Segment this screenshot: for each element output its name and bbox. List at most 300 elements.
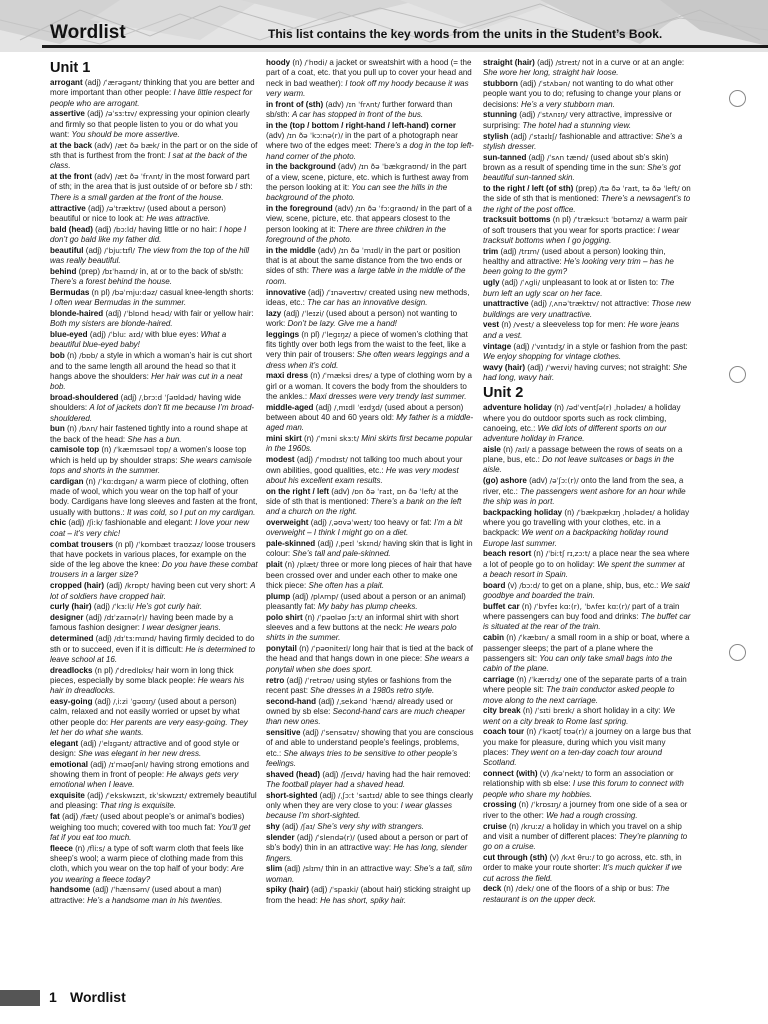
part-of-speech: (v)	[505, 580, 520, 590]
part-of-speech: (adj)	[83, 613, 105, 623]
wordlist-entry	[266, 434, 474, 455]
definition: (used about a person or an animal) pleasantly fat:	[266, 591, 466, 611]
definition: loose trousers that have pockets in various places, for example on the side of the leg above the knee:	[50, 539, 256, 570]
headword: camisole top	[50, 445, 100, 455]
example: I hope I don’t go bald like my father did.	[50, 224, 247, 244]
pronunciation: /krɒpt/	[124, 581, 149, 591]
pronunciation: /ˈslendə(r)/	[315, 832, 355, 842]
part-of-speech: (adj)	[508, 131, 530, 141]
pronunciation: /ˈkɜːli/	[112, 602, 134, 612]
pronunciation: /dɪˈtɜːmɪnd/	[113, 634, 157, 644]
pronunciation: /ədˈventʃə(r) ˌhɒlədeɪ/	[566, 403, 647, 413]
definition: not in a curve or at an angle:	[579, 58, 685, 67]
header-rule	[42, 45, 768, 48]
part-of-speech: (n)	[301, 434, 317, 444]
part-of-speech: (n)	[282, 560, 297, 570]
definition: with fair or yellow hair:	[171, 309, 254, 319]
pronunciation: /ˈbækpækɪŋ ˌhɒlədeɪ/	[576, 507, 655, 517]
headword: beach resort	[483, 549, 532, 559]
pronunciation: /ˌəʊvəˈweɪt/	[329, 518, 372, 528]
definition: at the side of sth that is mentioned:	[266, 486, 459, 506]
example: He’s a very stubborn man.	[521, 99, 615, 109]
part-of-speech: (n)	[506, 821, 522, 831]
headword: pale-skinned	[266, 539, 316, 549]
headword: vintage	[483, 341, 512, 351]
part-of-speech: (n)	[501, 884, 516, 894]
part-of-speech: (n pl)	[92, 665, 116, 675]
pronunciation: /dɪˈzaɪnə(r)/	[104, 613, 148, 623]
definition: not wanting to do what other people want you to do; refusing to change your plans or decisions:	[483, 79, 682, 109]
example: He is determined to leave school at 16.	[50, 644, 256, 664]
part-of-speech: (n)	[524, 727, 539, 737]
headword: second-hand	[266, 696, 317, 706]
pronunciation: /kruːz/	[521, 821, 545, 831]
headword: easy-going	[50, 697, 93, 707]
part-of-speech: (adj)	[290, 591, 311, 601]
part-of-speech: (adj)	[103, 309, 124, 319]
headword: leggings	[266, 329, 300, 339]
example: There’s a newsagent’s to the right of the post office.	[483, 194, 691, 214]
wordlist-entry	[483, 853, 691, 884]
part-of-speech: (n pl)	[550, 215, 574, 225]
part-of-speech: (adj)	[320, 769, 341, 779]
definition: created using new methods, ideas, etc.:	[266, 287, 470, 307]
headword: stylish	[483, 131, 509, 141]
example: A car has stopped in front of the bus.	[291, 109, 424, 119]
wordlist-entry	[50, 791, 258, 812]
definition: having had the hair removed:	[364, 769, 471, 779]
example: We had a rough crossing.	[546, 810, 638, 820]
pronunciation: /ɪn ðə ˈmɪdl/	[338, 245, 383, 255]
headword: fat	[50, 812, 60, 822]
wordlist-entry	[483, 602, 691, 633]
wordlist-entry	[50, 477, 258, 518]
part-of-speech: (adj)	[281, 308, 302, 318]
definition: using styles or fashions from the recent past:	[266, 675, 452, 695]
part-of-speech: (adj)	[525, 362, 546, 372]
headword: carriage	[483, 674, 515, 684]
page-footer	[0, 984, 768, 1024]
example: She’s very shy with strangers.	[317, 822, 425, 832]
wordlist-entry	[50, 540, 258, 581]
part-of-speech: (adj)	[282, 864, 303, 874]
definition: (about hair) sticking straight up from the head:	[266, 885, 471, 905]
part-of-speech: (adj)	[528, 299, 550, 309]
headword: cardigan	[50, 476, 84, 486]
pronunciation: /ˈpəʊləʊ ʃɜːt/	[316, 612, 363, 622]
wordlist-entry	[483, 184, 691, 215]
headword: deck	[483, 884, 502, 894]
example: Do you have these combat trousers in a larger size?	[50, 560, 258, 580]
example: The train conductor asked people to move along to the next carriage.	[483, 685, 675, 705]
example: I sat at the back of the class.	[50, 151, 248, 171]
wordlist-entry	[483, 476, 691, 507]
definition: one of the separate parts of a train where people sit:	[483, 674, 687, 695]
headword: sun-tanned	[483, 152, 527, 162]
pronunciation: /ˈʌɡli/	[520, 278, 541, 288]
headword: tracksuit bottoms	[483, 215, 551, 225]
headword: Bermudas	[50, 287, 90, 297]
part-of-speech: (adj)	[90, 885, 111, 895]
definition: to get on a plane, ship, bus, etc.:	[539, 580, 661, 590]
wordlist-entry	[266, 58, 474, 99]
headword: (go) ashore	[483, 476, 527, 486]
headword: exquisite	[50, 791, 85, 801]
part-of-speech: (n)	[562, 507, 577, 517]
example: A lot of jackets don’t fit me because I’m broad-shouldered.	[50, 403, 255, 423]
part-of-speech: (n)	[296, 644, 312, 654]
pronunciation: /ˈkəʊtʃ tʊə(r)/	[538, 727, 587, 737]
definition: long hair that is tied at the back of the head and that hangs down in one piece:	[266, 644, 474, 664]
wordlist-entry	[483, 110, 691, 131]
example: Are you wearing a fleece today?	[50, 864, 244, 884]
example: Do not leave suitcases or bags in the aisle.	[483, 455, 675, 475]
wordlist-entry	[266, 770, 474, 791]
headword: slender	[266, 832, 295, 842]
definition: having wide shoulders:	[50, 392, 241, 413]
definition: having strong emotions and showing them in front of people:	[50, 759, 250, 780]
definition: not talking too much about your own abilities, good qualities, etc.:	[266, 455, 463, 475]
wordlist-entry	[50, 141, 258, 172]
headword: modest	[266, 455, 295, 465]
example: The buffet car is situated at the rear of the train.	[483, 612, 691, 632]
page-subtitle: This list contains the key words from the units in the Student’s Book.	[268, 27, 663, 41]
part-of-speech: (adj)	[516, 110, 538, 120]
part-of-speech: (adv)	[266, 131, 287, 141]
part-of-speech: (adj)	[499, 278, 521, 288]
headword: bald (head)	[50, 224, 93, 234]
wordlist-entry	[483, 342, 691, 363]
wordlist-entry	[266, 204, 474, 245]
definition: a holiday in which you travel on a ship and visit a number of different places:	[483, 821, 682, 841]
definition: hair worn in long thick pieces, especially by some black people:	[50, 665, 234, 685]
unit-heading: Unit 2	[483, 385, 524, 402]
part-of-speech: (adj)	[91, 602, 113, 612]
pronunciation: /ˈmɒdɪst/	[315, 455, 348, 465]
part-of-speech: (adj)	[300, 728, 322, 737]
definition: thinking that you are better and more important than other people:	[50, 78, 255, 98]
wordlist-entry	[483, 320, 691, 341]
headword: stunning	[483, 110, 517, 120]
example: She has a bun.	[127, 434, 182, 444]
definition: a holiday where you do outdoor sports such as rock climbing, canoeing, etc.:	[483, 403, 681, 433]
headword: retro	[266, 675, 285, 685]
headword: elegant	[50, 738, 79, 748]
wordlist-entry	[50, 613, 258, 634]
definition: a journey from one side of a sea or river to the other:	[483, 800, 688, 820]
headword: spiky (hair)	[266, 885, 309, 895]
footer-bar	[0, 990, 40, 1006]
definition: a holiday where you go travelling with your clothes, etc. in a backpack:	[483, 507, 690, 538]
column-2	[266, 58, 474, 988]
wordlist-entry	[483, 549, 691, 580]
headword: broad-shouldered	[50, 392, 119, 402]
definition: in the part of a photograph near where two of the edges meet:	[266, 131, 458, 151]
pronunciation: /ˌbrɔːd ˈʃəʊldəd/	[138, 392, 197, 402]
example: My baby has plump cheeks.	[317, 601, 418, 611]
definition: having little or no hair:	[136, 224, 220, 234]
definition: having been made by a famous fashion designer:	[50, 613, 234, 633]
part-of-speech: (adj)	[83, 245, 105, 255]
wordlist-entry	[50, 78, 258, 109]
example: My father is a middle-aged man.	[266, 413, 474, 433]
definition: a piece of women’s clothing that fits tightly over both legs from the waist to the feet, like a very thin pair of trousers:	[266, 329, 468, 360]
headword: emotional	[50, 759, 89, 769]
example: That ring is exquisite.	[100, 801, 177, 811]
part-of-speech: (adj)	[87, 330, 109, 340]
part-of-speech: (n)	[64, 424, 80, 434]
part-of-speech: (adj)	[84, 791, 106, 801]
part-of-speech: (adj)	[534, 58, 556, 67]
part-of-speech: (adv)	[323, 99, 347, 109]
example: It was cold, so I put on my cardigan.	[126, 507, 256, 517]
definition: (used about a person) between about 40 and 60 years old:	[266, 402, 464, 423]
example: We went on a backpacking holiday round Europe last summer.	[483, 528, 669, 548]
headword: cabin	[483, 633, 505, 643]
headword: sensitive	[266, 728, 301, 737]
part-of-speech: (n pl)	[299, 329, 322, 339]
part-of-speech: (adj)	[313, 402, 334, 412]
pronunciation: /ˈærəɡənt/	[103, 78, 142, 87]
part-of-speech: (adj)	[84, 109, 106, 119]
pronunciation: /plʌmp/	[310, 591, 339, 601]
wordlist-entry	[50, 330, 258, 351]
footer-label: Wordlist	[70, 989, 126, 1005]
headword: innovative	[266, 287, 306, 297]
pronunciation: /ˈekskwɪzɪt, ɪkˈskwɪzɪt/	[105, 791, 187, 801]
part-of-speech: (n)	[64, 351, 80, 361]
pronunciation: /ˈvɪntɪdʒ/	[531, 341, 565, 351]
pronunciation: /bɒb/	[79, 351, 98, 361]
wordlist-entry	[50, 697, 258, 738]
headword: beautiful	[50, 245, 84, 255]
headword: blue-eyed	[50, 330, 88, 340]
pronunciation: /trɪm/	[518, 246, 540, 256]
example: There is a small garden at the front of the house.	[50, 192, 224, 202]
headword: chic	[50, 518, 67, 528]
example: She’s a tall, slim woman.	[266, 864, 473, 884]
pronunciation: /vest/	[513, 320, 534, 330]
wordlist-entry	[266, 822, 474, 832]
pronunciation: /ˈdredlɒks/	[115, 665, 154, 675]
definition: an informal shirt with short sleeves and a few buttons at the neck:	[266, 612, 459, 633]
part-of-speech: (adj)	[92, 224, 114, 234]
wordlist-entry	[483, 403, 691, 444]
part-of-speech: (adj)	[78, 738, 99, 748]
wordlist-entry	[50, 424, 258, 445]
example: She always tries to be sensitive to other people’s feelings.	[266, 748, 458, 768]
definition: unpleasant to look at or listen to:	[540, 278, 661, 288]
definition: on the side of sth that is mentioned:	[483, 184, 691, 204]
example: There’s a dog in the top left-hand corner of the photo.	[266, 141, 474, 161]
definition: (used about a person) beautiful or nice to look at:	[50, 203, 226, 223]
example: Her hair was cut in a neat bob.	[50, 371, 243, 392]
headword: to the right / left (of sth)	[483, 184, 574, 194]
wordlist-entry	[50, 225, 258, 246]
pronunciation: /ˈbiːtʃ rɪˌzɔːt/	[545, 549, 591, 559]
definition: (used about a man) attractive:	[50, 885, 222, 905]
wordlist-entry	[483, 445, 691, 476]
part-of-speech: (adv)	[92, 140, 115, 150]
example: He was very modest about his excellent exam results.	[266, 465, 459, 485]
pronunciation: /tə ðə ˈraɪt, tə ðə ˈleft/	[599, 184, 680, 194]
part-of-speech: (adj)	[88, 759, 109, 769]
part-of-speech: (n)	[520, 706, 535, 716]
part-of-speech: (n pl)	[89, 287, 113, 297]
pronunciation: /ˈleɡɪŋz/	[321, 329, 352, 339]
part-of-speech: (adj)	[294, 455, 316, 465]
wordlist-entry	[50, 445, 258, 476]
pronunciation: /ɪn ðə ˈkɔːnə(r)/	[286, 131, 343, 141]
wordlist-entry	[483, 363, 691, 384]
part-of-speech: (n)	[302, 612, 317, 622]
header-banner	[0, 0, 768, 52]
part-of-speech: (adj)	[315, 539, 336, 549]
definition: already used or owned by sb else:	[266, 696, 453, 716]
definition: in a style or fashion from the past:	[564, 341, 688, 351]
example: You’ll get fat if you eat too much.	[50, 822, 251, 842]
wordlist-entry	[266, 539, 474, 560]
wordlist-entry	[483, 581, 691, 602]
pronunciation: /ˈstʌbən/	[538, 79, 571, 89]
pronunciation: /əˈsɜːtɪv/	[105, 109, 137, 119]
part-of-speech: (adj)	[82, 78, 104, 87]
pronunciation: /ˈstaɪlɪʃ/	[529, 131, 558, 141]
definition: a small room in a ship or boat, where a passenger sleeps; the part of a plane where the passengers sit:	[483, 633, 690, 663]
pronunciation: /ˈelɪɡənt/	[98, 738, 132, 748]
headword: behind	[50, 266, 77, 276]
headword: crossing	[483, 800, 517, 810]
definition: fashionable and elegant:	[102, 518, 195, 528]
wordlist-entry	[50, 204, 258, 225]
headword: connect (with)	[483, 769, 538, 779]
headword: middle-aged	[266, 402, 314, 412]
column-1	[50, 58, 258, 988]
example: He’s looking very trim – has he been going to the gym?	[483, 257, 674, 277]
headword: bun	[50, 424, 65, 434]
part-of-speech: (adj)	[59, 812, 81, 822]
example: It’s much quicker if we cut across the field.	[483, 863, 682, 883]
example: Her parents are very easy-going. They let her do what she wants.	[50, 717, 248, 737]
wordlist-entry	[266, 330, 474, 371]
headword: trim	[483, 246, 499, 256]
definition: a warm piece of clothing, often made of wool, which you wear on the top half of your body. Cardigans have long sleeves and fasten at the front, usually with buttons.:	[50, 476, 258, 517]
headword: cut through (sth)	[483, 852, 548, 862]
headword: in the foreground	[266, 204, 333, 214]
wordlist-entry	[483, 278, 691, 299]
part-of-speech: (adj)	[294, 832, 316, 842]
wordlist-entry	[266, 246, 474, 287]
example: She wears a ponytail when she does sport.	[266, 654, 470, 674]
headword: maxi dress	[266, 371, 309, 381]
definition: a type of soft warm cloth that feels like sheep’s wool; a warm piece of clothing made from this cloth, which you wear on the top half of your body:	[50, 843, 244, 874]
binder-hole	[729, 644, 746, 661]
example: He’s a handsome man in his twenties.	[87, 895, 223, 905]
definition: (used about people’s or animal’s bodies) weighing too much; covered with too much fat:	[50, 812, 245, 832]
part-of-speech: (n)	[83, 476, 98, 486]
example: She wears camisole tops and shorts in the summer.	[50, 455, 252, 475]
part-of-speech: (n)	[514, 674, 529, 684]
part-of-speech: (n)	[500, 444, 516, 454]
pronunciation: /ˈsensətɪv/	[321, 728, 360, 737]
headword: unattractive	[483, 299, 529, 309]
pronunciation: /ɪn ðə ˈfɔːɡraʊnd/	[355, 204, 419, 214]
example: I love your new coat – it’s very chic!	[50, 518, 250, 538]
wordlist-entry	[50, 581, 258, 602]
pronunciation: /bəˈmjuːdəz/	[112, 287, 158, 297]
headword: buffet car	[483, 601, 520, 611]
wordlist-entry	[50, 309, 258, 330]
part-of-speech: (adv)	[335, 162, 359, 172]
example: Second-hand cars are much cheaper than new ones.	[266, 706, 466, 727]
headword: short-sighted	[266, 790, 318, 800]
definition: a style in which a woman’s hair is cut short and to the same length all around the head so that it hangs above the shoulders:	[50, 351, 253, 381]
definition: having been cut very short:	[148, 581, 251, 591]
part-of-speech: (n)	[72, 843, 88, 853]
part-of-speech: (prep)	[573, 184, 600, 194]
headword: lazy	[266, 308, 282, 318]
definition: hair fastened tightly into a round shape at the back of the head:	[50, 424, 248, 444]
wordlist-entry	[50, 518, 258, 539]
pronunciation: /aɪl/	[515, 444, 530, 454]
pronunciation: /ˌʌnəˈtræktɪv/	[549, 299, 599, 309]
example: We did lots of different sports on our adventure holiday in France.	[483, 423, 667, 444]
headword: adventure holiday	[483, 403, 552, 413]
definition: in the part or on the side of sth that is furthest from the front:	[50, 140, 258, 161]
headword: city break	[483, 706, 521, 716]
pronunciation: /ˈblɒnd heəd/	[123, 309, 172, 319]
definition: onto the land from the sea, a river, etc.:	[483, 476, 684, 496]
pronunciation: /æt ðə bæk/	[114, 140, 160, 150]
part-of-speech: (adj)	[104, 581, 125, 591]
pronunciation: /ˌmɪdl ˈeɪdʒd/	[333, 402, 383, 412]
pronunciation: /ˈmæksi dres/	[322, 371, 372, 381]
wordlist-entry	[266, 371, 474, 402]
wordlist-entry	[266, 403, 474, 434]
wordlist-entry	[483, 822, 691, 853]
wordlist-entry	[50, 666, 258, 697]
wordlist-entry	[266, 455, 474, 486]
definition: to go across, etc. sth, in order to make your route shorter:	[483, 852, 682, 873]
example: There are three children in the foreground of the photo.	[266, 224, 446, 245]
definition: very attractive, impressive or surprising:	[483, 110, 673, 130]
example: The view from the top of the hill was really beautiful.	[50, 245, 250, 266]
headword: fleece	[50, 843, 73, 853]
definition: a sleeveless top for men:	[533, 320, 628, 330]
headword: in front of (sth)	[266, 99, 324, 109]
example: Those new buildings are very unattractive.	[483, 299, 691, 319]
part-of-speech: (n)	[504, 633, 519, 643]
pronunciation: /ˈpəʊniteɪl/	[311, 644, 351, 654]
headword: mini skirt	[266, 434, 302, 444]
example: We said goodbye and boarded the train.	[483, 580, 690, 601]
wordlist-entry	[266, 728, 474, 769]
part-of-speech: (adj)	[92, 697, 114, 707]
example: The burn left an ugly scar on her face.	[483, 278, 675, 298]
wordlist-entry	[50, 109, 258, 140]
part-of-speech: (adj)	[118, 392, 139, 402]
pronunciation: /ˈstʌnɪŋ/	[537, 110, 568, 120]
pronunciation: /ˌʃɔːt ˈsaɪtɪd/	[338, 790, 383, 800]
definition: (used about a person) looking thin, healthy and attractive:	[483, 246, 666, 267]
definition: in the part or position that is at about the same distance from the two ends or sides of sth:	[266, 245, 462, 276]
part-of-speech: (adv)	[315, 245, 339, 255]
headword: designer	[50, 613, 84, 623]
example: He has long, slender fingers.	[266, 843, 468, 863]
wordlist-entry	[483, 79, 691, 110]
wordlist-entry	[266, 121, 474, 162]
wordlist-entry	[266, 644, 474, 675]
